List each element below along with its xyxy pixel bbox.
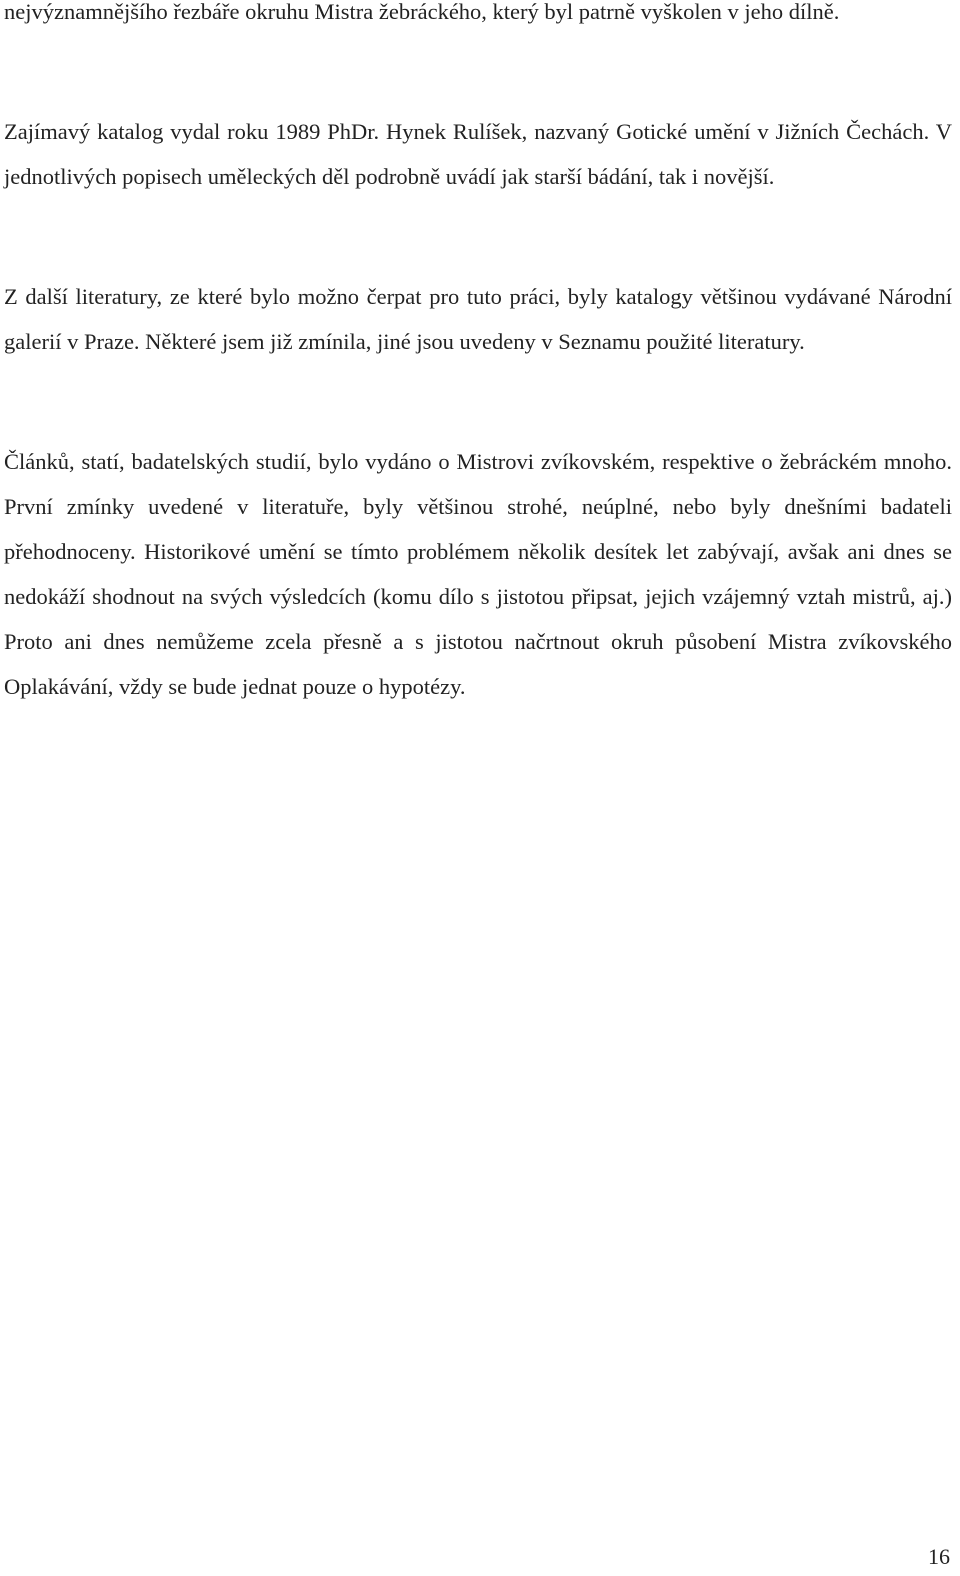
page-number: 16 [928,1544,950,1569]
paragraph-continuation: nejvýznamnějšího řezbáře okruhu Mistra žebráckého, který byl patrně vyškolen v jeho dílně. [4,0,840,24]
paragraph-articles: Článků, statí, badatelských studií, bylo vydáno o Mistrovi zvíkovském, respektive o žebráckém mnoho. První zmínky uvedené v literatuře, byly většinou strohé, neúplné, nebo byly dnešními badateli přehodnoceny. Historikové umění se tímto problémem několik desítek let zabývají, avšak ani dnes se nedokáží shodnout na svých výsledcích (komu dílo s jistotou připsat, jejich vzájemný vztah mistrů, aj.) Proto ani dnes nemůžeme zcela přesně a s jistotou načrtnout okruh působení Mistra zvíkovského Oplakávání, vždy se bude jednat pouze o hypotézy. [4,449,952,699]
paragraph-literature: Z další literatury, ze které bylo možno čerpat pro tuto práci, byly katalogy většinou vydávané Národní galerií v Praze. Některé jsem již zmínila, jiné jsou uvedeny v Seznamu použité literatury. [4,284,952,354]
paragraph-catalog: Zajímavý katalog vydal roku 1989 PhDr. Hynek Rulíšek, nazvaný Gotické umění v Jižních Čechách. V jednotlivých popisech uměleckých děl podrobně uvádí jak starší bádání, tak i novější. [4,119,952,189]
